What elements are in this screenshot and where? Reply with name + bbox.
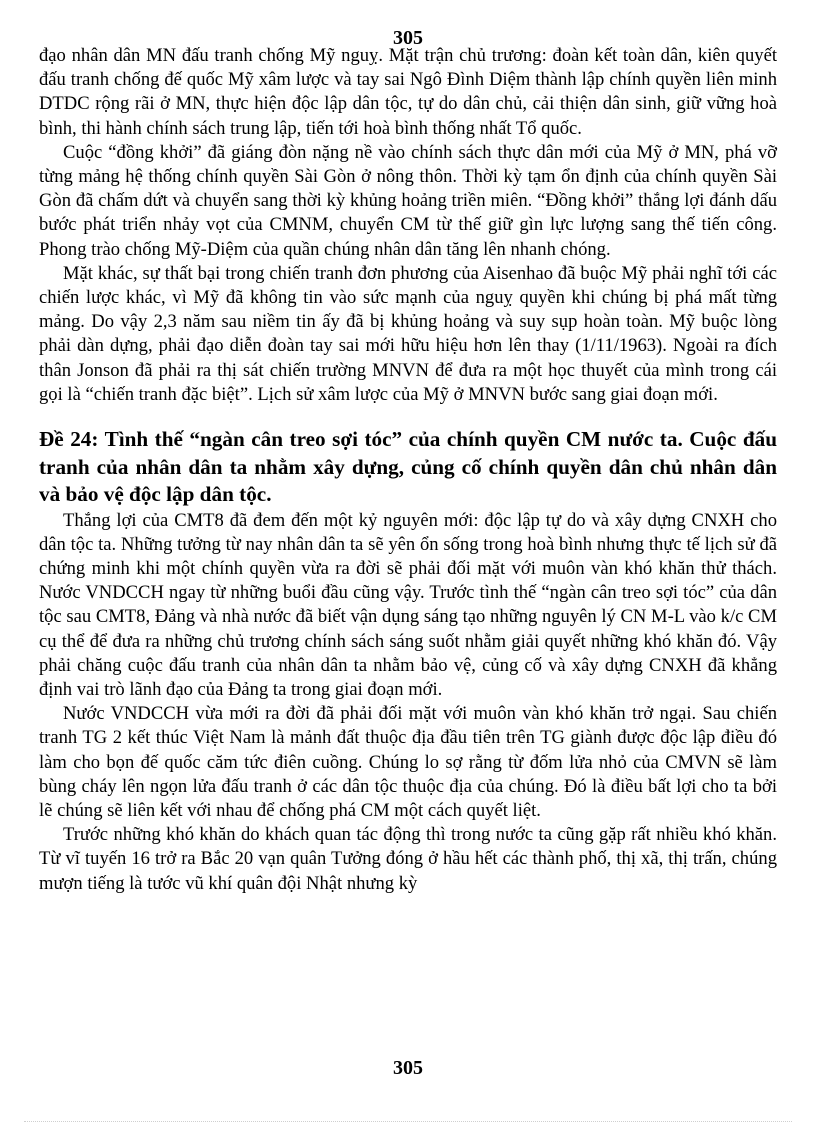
- page-body: [39, 44, 777, 896]
- page-number-bottom: 305: [393, 1057, 423, 1079]
- paragraph-truoc-nhung-kho-khan: Trước những khó khăn do khách quan tác động thì trong nước ta cũng gặp rất nhiều khó khăn. Từ vĩ tuyến 16 trở ra Bắc 20 vạn quân Tưởng đóng ở hầu hết các thành phố, thị xã, thị trấn, chúng mượn tiếng là tước vũ khí quân đội Nhật nhưng kỳ: [39, 824, 777, 894]
- paragraph-mat-khac: Mặt khác, sự thất bại trong chiến tranh đơn phương của Aisenhao đã buộc Mỹ phải nghĩ tới các chiến lược khác, vì Mỹ đã không tin vào sức mạnh của nguỵ quyền khi chúng bị phá mất từng mảng. Do vậy 2,3 năm sau niềm tin ấy đã bị khủng hoảng và suy sụp hoàn toàn. Mỹ buộc lòng phải dàn dựng, phải đạo diễn đoàn tay sai mới hữu hiệu hơn lên thay (1/11/1963). Ngoài ra đích thân Jonson đã phải ra thị sát chiến trường MNVN để đưa ra một học thuyết của mình trong cái gọi là “chiến tranh đặc biệt”. Lịch sử xâm lược của Mỹ ở MNVN bước sang giai đoạn mới.: [39, 262, 777, 405]
- page-number-top: 305: [393, 27, 423, 49]
- paragraph-dong-khoi: Cuộc “đồng khởi” đã giáng đòn nặng nề vào chính sách thực dân mới của Mỹ ở MN, phá vỡ từng mảng hệ thống chính quyền Sài Gòn ở nông thôn. Thời kỳ tạm ổn định của chính quyền Sài Gòn đã chấm dứt và chuyển sang thời kỳ khủng hoảng triền miên. “Đồng khởi” thắng lợi đánh dấu bước phát triển nhảy vọt của CMNM, chuyển CM từ thế giữ gìn lực lượng sang thế tiến công. Phong trào chống Mỹ-Diệm của quần chúng nhân dân tăng lên nhanh chóng.: [39, 141, 777, 260]
- paragraph-thang-loi: Thắng lợi của CMT8 đã đem đến một kỷ nguyên mới: độc lập tự do và xây dựng CNXH cho dân tộc ta. Những tưởng từ nay nhân dân ta sẽ yên ổn sống trong hoà bình nhưng thực tế lịch sử đã chứng minh khi một chính quyền vừa ra đời sẽ phải đối mặt với muôn vàn khó khăn thử thách. Nước VNDCCH ngay từ những buổi đầu cũng vậy. Trước tình thế “ngàn cân treo sợi tóc” của dân tộc sau CMT8, Đảng và nhà nước đã biết vận dụng sáng tạo những nguyên lý CN M-L vào k/c CM cụ thể để đưa ra những chủ trương chính sách sáng suốt nhằm giải quyết những khó khăn đó. Vậy phải chăng cuộc đấu tranh của nhân dân ta nhằm bảo vệ, củng cố và xây dựng CNXH đã khẳng định vai trò lãnh đạo của Đảng ta trong giai đoạn mới.: [39, 509, 777, 700]
- paragraph-nuoc-vndcch: Nước VNDCCH vừa mới ra đời đã phải đối mặt với muôn vàn khó khăn trở ngại. Sau chiến tranh TG 2 kết thúc Việt Nam là mảnh đất thuộc địa đầu tiên trên TG giành được độc lập điều đó làm cho bọn đế quốc căm tức điên cuồng. Chúng lo sợ rằng từ đốm lửa nhỏ của CMVN sẽ làm bùng cháy lên ngọn lửa đấu tranh ở các dân tộc thuộc địa của chúng. Đó là điều bất lợi cho ta bởi lẽ chúng sẽ liên kết với nhau để chống phá CM một cách quyết liệt.: [39, 703, 777, 821]
- section-heading-de-24: Đề 24: Tình thế “ngàn cân treo sợi tóc” của chính quyền CM nước ta. Cuộc đấu tranh của nhân dân ta nhằm xây dựng, củng cố chính quyền dân chủ nhân dân và bảo vệ độc lập dân tộc.: [39, 427, 777, 507]
- page-bottom-divider: [24, 1121, 792, 1122]
- paragraph-continued: đạo nhân dân MN đấu tranh chống Mỹ nguỵ. Mặt trận chủ trương: đoàn kết toàn dân, kiên quyết đấu tranh chống đế quốc Mỹ xâm lược và tay sai Ngô Đình Diệm thành lập chính quyền liên minh DTDC rộng rãi ở MN, thực hiện độc lập dân tộc, tự do dân chủ, cải thiện dân sinh, giữ vững hoà bình, thi hành chính sách trung lập, tiến tới hoà bình thống nhất Tổ quốc.: [39, 45, 777, 139]
